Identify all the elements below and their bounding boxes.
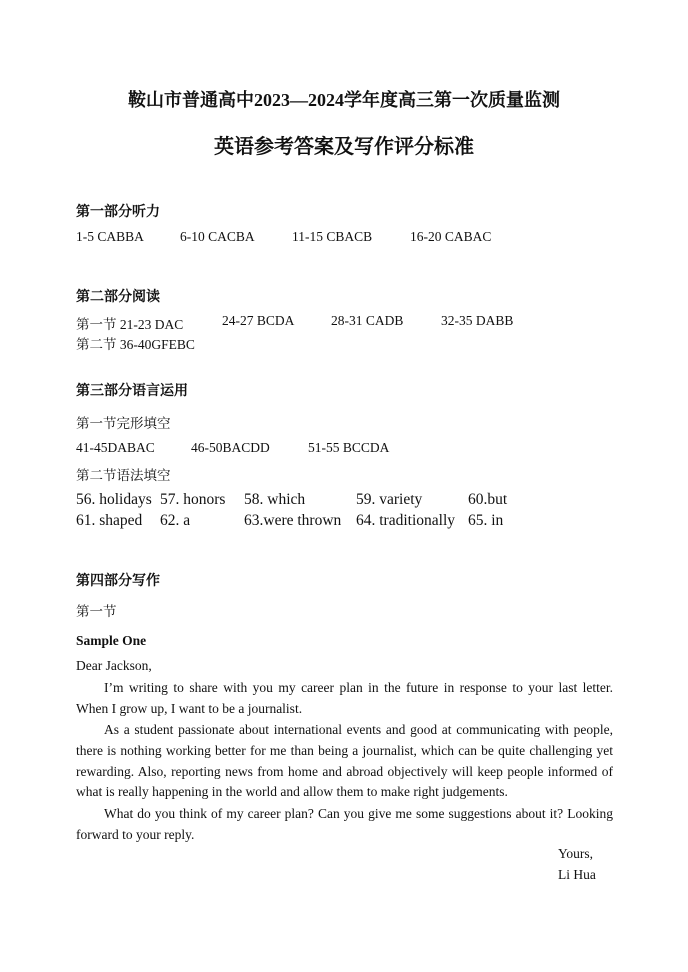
letter-paragraph: What do you think of my career plan? Can you give me some suggestions about it? Looking forward to your reply.	[76, 806, 613, 842]
document-title: 鞍山市普通高中2023—2024学年度高三第一次质量监测	[128, 90, 560, 110]
section-heading-reading: 第二部分阅读	[76, 290, 160, 305]
answer-group: 6-10 CACBA	[180, 229, 255, 244]
grammar-answer: 65. in	[468, 512, 504, 529]
grammar-answer: 56. holidays	[76, 491, 152, 508]
answer-group: 24-27 BCDA	[222, 313, 295, 328]
letter-signature: Li Hua	[558, 867, 596, 882]
section-heading-writing: 第四部分写作	[76, 574, 160, 589]
grammar-answer: 58. which	[244, 491, 306, 508]
answer-group: 51-55 BCCDA	[308, 440, 390, 455]
answer-group: 16-20 CABAC	[410, 229, 492, 244]
grammar-answer: 63.were thrown	[244, 512, 342, 529]
sample-title: Sample One	[76, 633, 147, 648]
answer-group: 11-15 CBACB	[292, 229, 373, 244]
answer-group: 1-5 CABBA	[76, 229, 144, 244]
grammar-answer: 64. traditionally	[356, 512, 456, 529]
answer-group: 第一节 21-23 DAC	[76, 317, 184, 332]
document-subtitle: 英语参考答案及写作评分标准	[214, 136, 474, 158]
letter-paragraph: As a student passionate about international events and good at communicating with people, there is nothing working better for me than being a journalist, which can be quite challenging yet rewarding. Also, reporting news from home and abroad objectively will keep people informed of what is really happening in the world and allow them to make right judgements.	[76, 722, 613, 800]
section-heading-listening: 第一部分听力	[76, 205, 160, 220]
grammar-answer: 60.but	[468, 491, 508, 508]
answer-group: 32-35 DABB	[441, 313, 514, 328]
answer-group: 41-45DABAC	[76, 440, 155, 455]
letter-closing: Yours,	[558, 846, 594, 861]
grammar-answer: 61. shaped	[76, 512, 143, 529]
answer-group: 第二节 36-40GFEBC	[76, 337, 195, 352]
answer-group: 28-31 CADB	[331, 313, 404, 328]
subsection-title: 第一节	[76, 604, 117, 619]
grammar-answer: 59. variety	[356, 491, 423, 508]
answer-group: 46-50BACDD	[191, 440, 270, 455]
grammar-answer: 62. a	[160, 512, 191, 529]
subsection-title: 第一节完形填空	[76, 416, 171, 431]
section-heading-language-use: 第三部分语言运用	[76, 384, 188, 399]
letter-salutation: Dear Jackson,	[76, 658, 152, 673]
grammar-answer: 57. honors	[160, 491, 226, 508]
subsection-title: 第二节语法填空	[76, 468, 171, 483]
letter-paragraph: I’m writing to share with you my career plan in the future in response to your last letter. When I grow up, I want to be a journalist.	[76, 680, 613, 716]
